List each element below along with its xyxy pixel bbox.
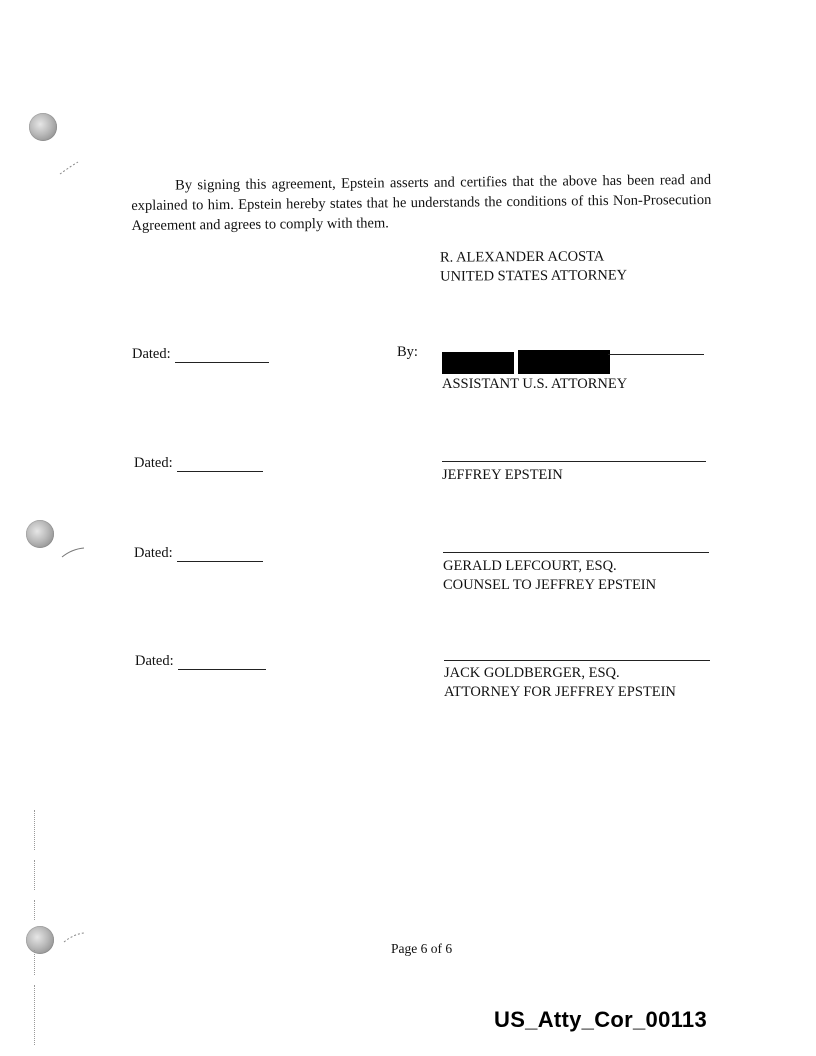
date-line (175, 362, 269, 363)
redaction-box (442, 352, 514, 374)
dated-label: Dated: (135, 653, 174, 669)
dated-field-3 (134, 545, 263, 562)
us-attorney-block (440, 247, 627, 286)
signatory-role: ATTORNEY FOR JEFFREY EPSTEIN (444, 684, 676, 700)
dated-label: Dated: (134, 455, 173, 471)
dated-label: Dated: (132, 346, 171, 362)
dated-field-1 (132, 346, 269, 363)
signatory-title: ASSISTANT U.S. ATTORNEY (442, 376, 628, 392)
redaction-box (518, 350, 610, 374)
scan-mark (34, 950, 35, 975)
date-line (178, 669, 266, 670)
signature-line (442, 461, 706, 462)
signatory-2 (442, 466, 563, 485)
punch-hole-top (29, 113, 57, 141)
signatory-4 (444, 664, 676, 702)
scan-mark (34, 985, 35, 1045)
scan-squiggle (60, 545, 88, 559)
scan-squiggle (62, 930, 86, 944)
signature-line (443, 552, 709, 553)
scan-mark (34, 810, 35, 850)
signatory-3 (443, 557, 656, 595)
attorney-name: R. ALEXANDER ACOSTA (439, 248, 605, 266)
signature-line (608, 354, 704, 355)
certification-paragraph (131, 170, 712, 236)
punch-hole-bottom (26, 926, 54, 954)
certification-text: By signing this agreement, Epstein asserts and certifies that the above has been read and explained to him. Epstein hereby states that he understands the conditions of this Non-Prosecution Agreement and agrees to comply with them. (131, 171, 712, 234)
attorney-title: UNITED STATES ATTORNEY (440, 267, 628, 285)
signatory-name: JACK GOLDBERGER, ESQ. (444, 665, 620, 681)
scan-mark (34, 860, 35, 890)
by-label: By: (397, 344, 418, 360)
punch-hole-middle (26, 520, 54, 548)
signatory-1 (442, 375, 627, 394)
dated-field-2 (134, 455, 263, 472)
signature-line (444, 660, 710, 661)
dated-label: Dated: (134, 545, 173, 561)
dated-field-4 (135, 653, 266, 670)
signatory-name: GERALD LEFCOURT, ESQ. (443, 558, 617, 574)
signatory-role: COUNSEL TO JEFFREY EPSTEIN (443, 577, 657, 593)
bates-number: US_Atty_Cor_00113 (494, 1007, 707, 1032)
scan-mark (34, 900, 35, 920)
date-line (177, 561, 263, 562)
scan-squiggle (58, 158, 82, 176)
signatory-name: JEFFREY EPSTEIN (442, 467, 563, 483)
date-line (177, 471, 263, 472)
page-number: Page 6 of 6 (391, 941, 453, 956)
